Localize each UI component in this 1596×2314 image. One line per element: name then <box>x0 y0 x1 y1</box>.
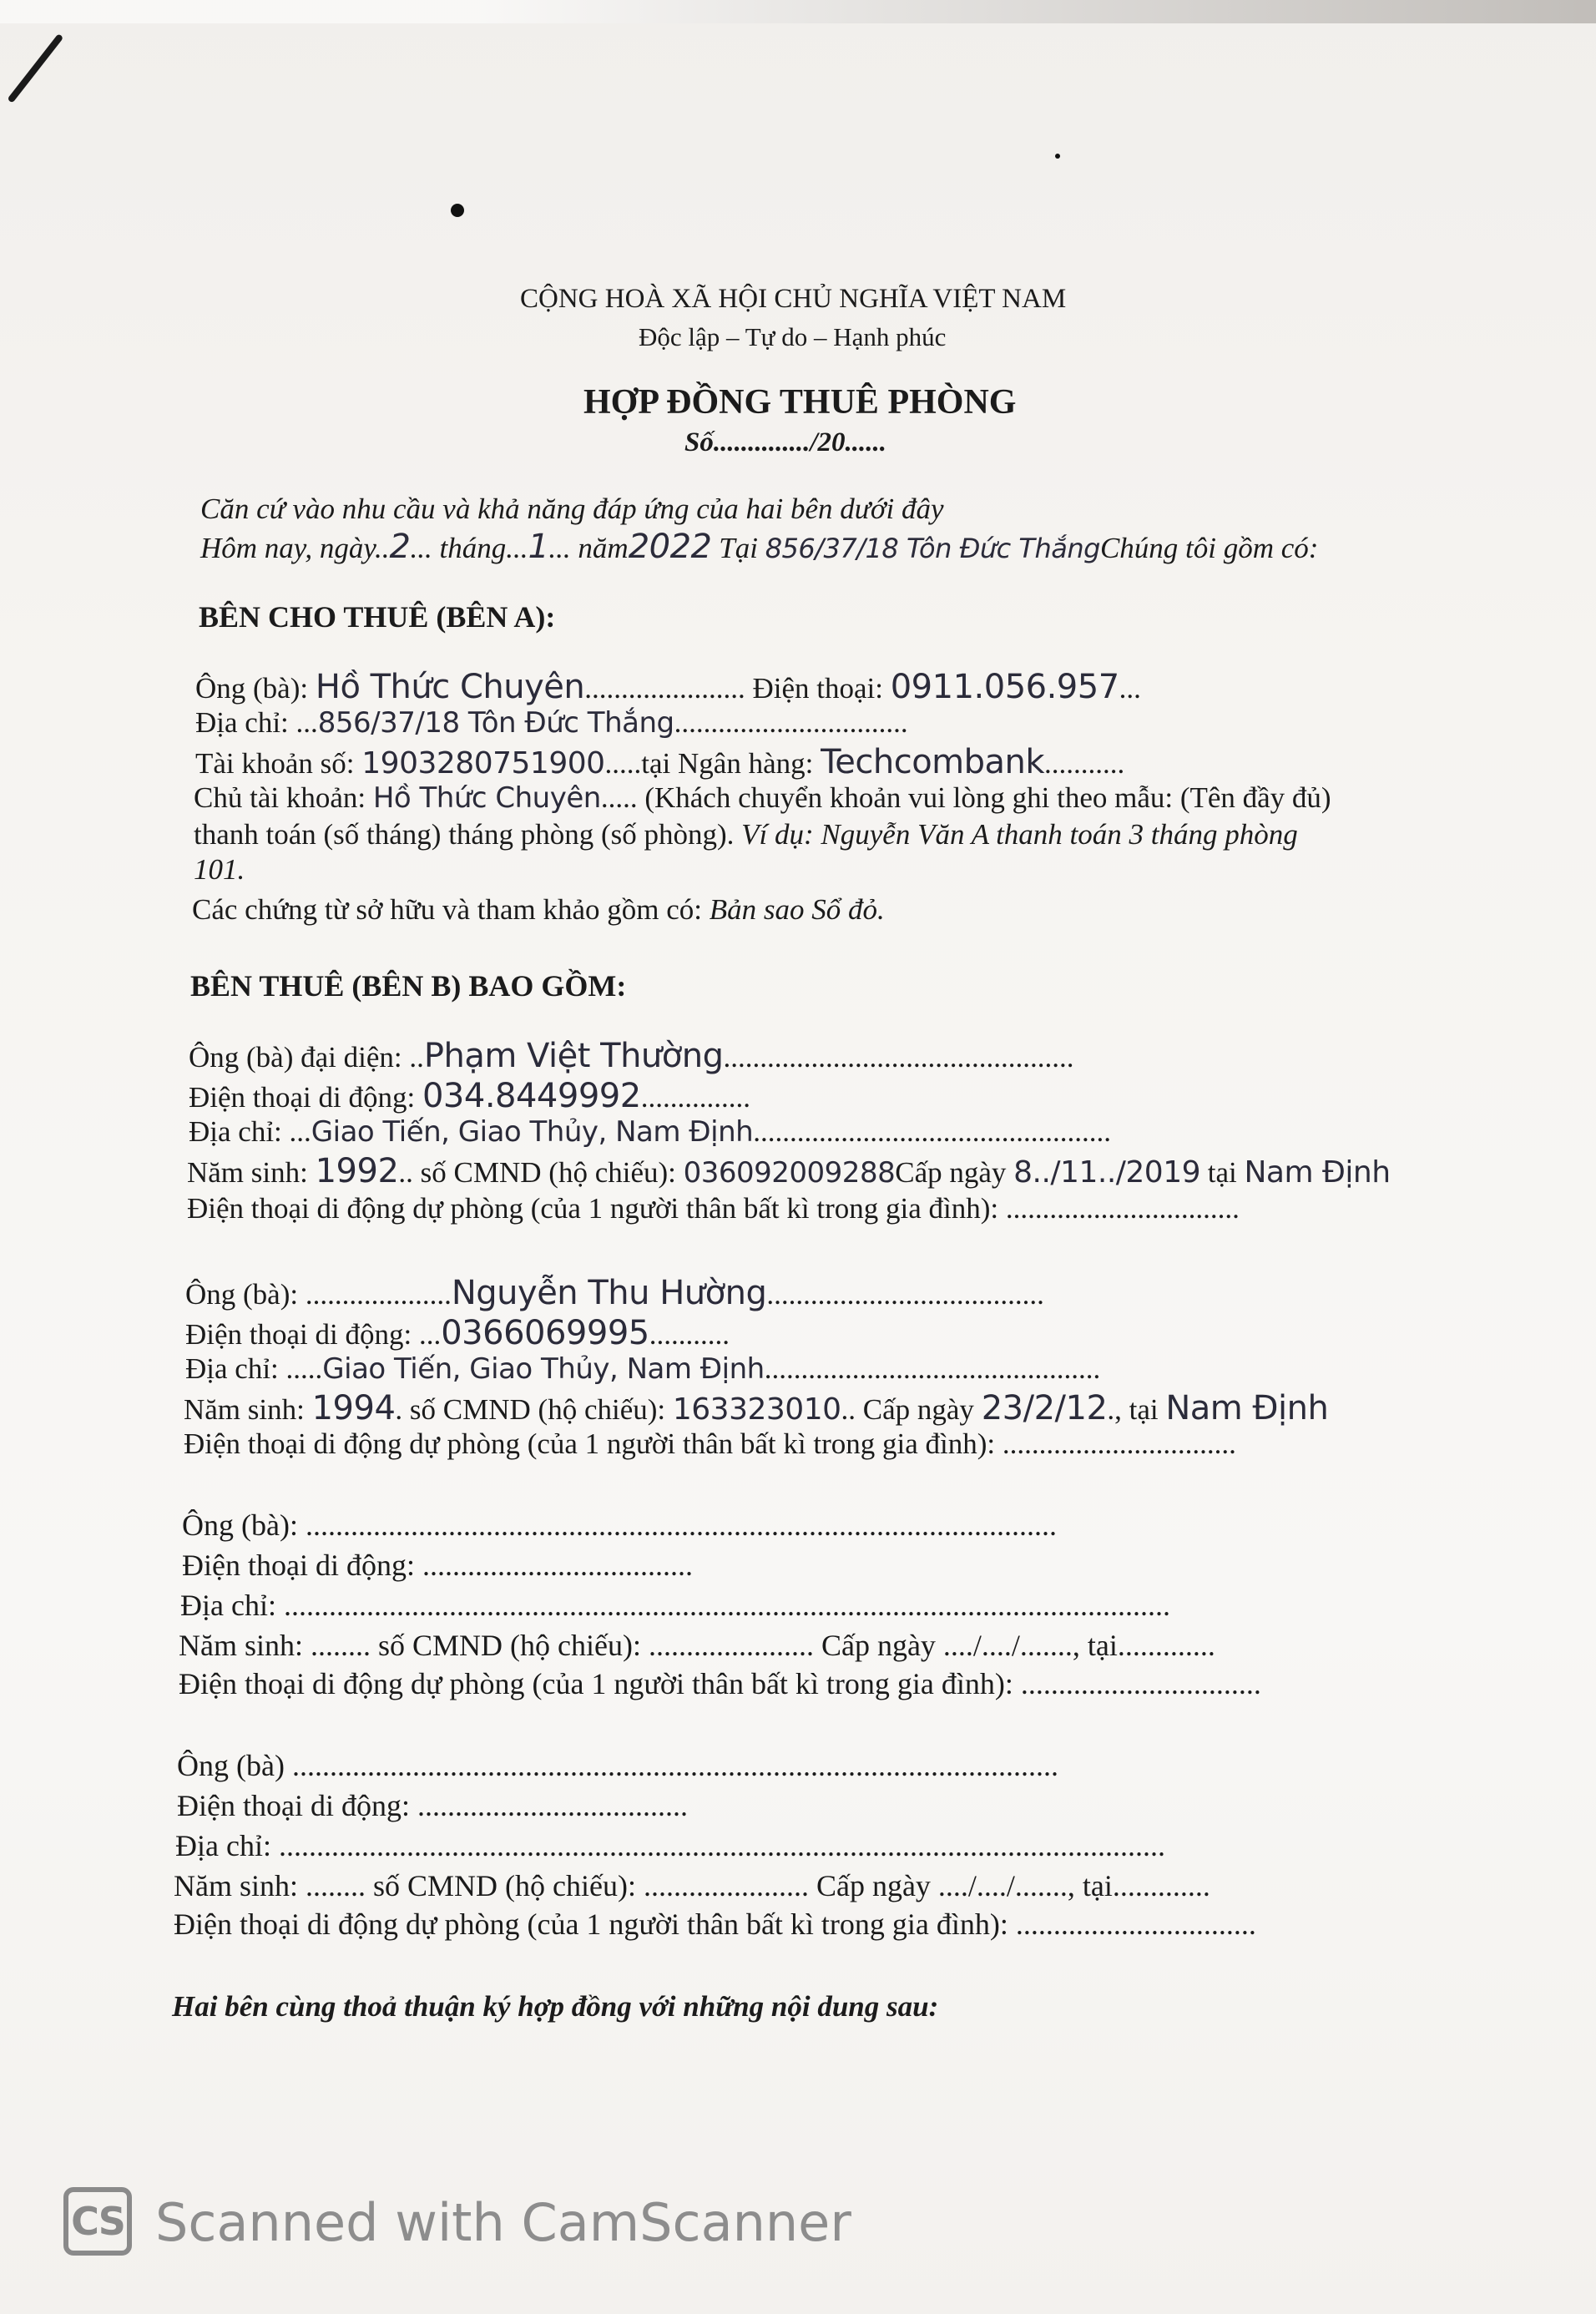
address-label: Địa chỉ: ... <box>195 706 318 739</box>
birth-label: Năm sinh: <box>184 1393 312 1426</box>
camscanner-watermark: Scanned with CamScanner <box>155 2192 851 2253</box>
mobile-label: Điện thoại di động: <box>189 1081 422 1114</box>
dots: ................................ <box>674 706 908 739</box>
dots: ................................................. <box>753 1115 1111 1148</box>
handwritten-tenant-name: Phạm Việt Thường <box>423 1037 724 1075</box>
handwritten-birth-year: 1992 <box>315 1152 399 1190</box>
person4-address: Địa chỉ: ...................................................................................................................... <box>175 1829 1165 1862</box>
intro-text-4: Tại <box>711 532 765 564</box>
pen-stroke-mark <box>7 33 63 104</box>
birth-label: Năm sinh: <box>187 1156 316 1189</box>
handwritten-tenant-mobile: 034.8449992 <box>422 1077 641 1115</box>
party-b-rep-line <box>189 1037 1074 1075</box>
contract-number: Số............../20...... <box>684 427 887 457</box>
address-label: Địa chỉ: ..... <box>185 1352 323 1385</box>
intro-text-3: ... năm <box>548 532 629 564</box>
handwritten-person2-name: Nguyễn Thu Hường <box>451 1274 767 1312</box>
handwritten-tenant-address: Giao Tiến, Giao Thủy, Nam Định <box>311 1115 754 1149</box>
dots: ........... <box>1044 747 1125 780</box>
dots: ........... <box>649 1318 730 1351</box>
issue-label: .. Cấp ngày <box>841 1393 982 1426</box>
handwritten-person2-address: Giao Tiến, Giao Thủy, Nam Định <box>322 1352 765 1386</box>
person4-mobile: Điện thoại di động: .................................... <box>177 1789 688 1822</box>
intro-line-2 <box>200 528 1318 566</box>
intro-line-1: Căn cứ vào nhu cầu và khả năng đáp ứng của hai bên dưới đây <box>200 493 944 525</box>
handwritten-person2-place: Nam Định <box>1165 1389 1329 1427</box>
dots: ...................................... <box>766 1278 1044 1311</box>
transfer-note-example: Ví dụ: Nguyễn Văn A thanh toán 3 tháng phòng <box>741 818 1298 851</box>
person3-address: Địa chỉ: ...................................................................................................................... <box>180 1589 1170 1622</box>
handwritten-month: 1 <box>528 528 549 566</box>
page-edge-shadow <box>0 0 1596 23</box>
country-heading: CỘNG HOÀ XÃ HỘI CHỦ NGHĨA VIỆT NAM <box>520 284 1067 314</box>
bank-label: .....tại Ngân hàng: <box>604 747 821 780</box>
handwritten-person2-birth: 1994 <box>311 1389 396 1427</box>
handwritten-landlord-address: 856/37/18 Tôn Đức Thắng <box>317 706 674 740</box>
person4-id: Năm sinh: ........ số CMND (hộ chiếu): ...................... Cấp ngày ..../..../......., tại............. <box>174 1869 1210 1902</box>
party-b-backup-phone: Điện thoại di động dự phòng (của 1 người thân bất kì trong gia đình): ................................ <box>187 1192 1240 1225</box>
party-b-id-line <box>187 1152 1391 1190</box>
id-label: . số CMND (hộ chiếu): <box>395 1393 673 1426</box>
handwritten-issue-date: 8../11../2019 <box>1013 1155 1201 1190</box>
party-b-heading: BÊN THUÊ (BÊN B) BAO GỒM: <box>190 969 627 1003</box>
person3-backup-phone: Điện thoại di động dự phòng (của 1 người thân bất kì trong gia đình): ................................ <box>179 1667 1261 1700</box>
handwritten-landlord-name: Hồ Thức Chuyên <box>315 668 585 706</box>
camscanner-logo-icon: CS <box>63 2187 132 2256</box>
intro-text-5: Chúng tôi gồm có: <box>1099 532 1319 564</box>
at-label: tại <box>1200 1156 1245 1189</box>
holder-label: Chủ tài khoản: <box>194 781 373 814</box>
handwritten-person2-mobile: 0366069995 <box>441 1314 649 1352</box>
handwritten-id-number: 036092009288 <box>683 1156 896 1190</box>
party-b-address-line <box>189 1115 1111 1149</box>
handwritten-person2-issue: 23/2/12 <box>981 1389 1108 1427</box>
handwritten-place: 856/37/18 Tôn Đức Thắng <box>765 533 1100 564</box>
handwritten-year: 2022 <box>628 528 712 566</box>
party-a-address-line <box>195 706 908 740</box>
party-a-holder-line <box>194 781 1331 815</box>
rep-label: Ông (bà) đại diện: .. <box>189 1041 424 1074</box>
at-label: ., tại <box>1107 1393 1166 1426</box>
person3-mobile: Điện thoại di động: .................................... <box>182 1549 693 1582</box>
handwritten-landlord-phone: 0911.056.957 <box>890 668 1119 706</box>
person3-id: Năm sinh: ........ số CMND (hộ chiếu): ...................... Cấp ngày ..../..../......., tại............. <box>179 1629 1215 1662</box>
person4-name: Ông (bà) ...................................................................................................... <box>177 1749 1058 1782</box>
issue-label: Cấp ngày <box>895 1156 1014 1189</box>
name-label: Ông (bà): <box>195 672 316 705</box>
handwritten-bank-name: Techcombank <box>821 743 1045 781</box>
transfer-note-line-3: 101. <box>194 853 245 886</box>
person2-id-line <box>184 1389 1328 1427</box>
ink-speck <box>1055 154 1060 159</box>
dots: ............... <box>640 1081 750 1114</box>
dots: ... <box>1119 672 1141 705</box>
handwritten-issue-place: Nam Định <box>1244 1155 1391 1190</box>
dots: ...................... <box>584 672 745 705</box>
phone-label: Điện thoại: <box>745 672 891 705</box>
party-a-heading: BÊN CHO THUÊ (BÊN A): <box>199 600 556 634</box>
intro-text-2: ... tháng... <box>410 532 528 564</box>
transfer-note-text: thanh toán (số tháng) tháng phòng (số phòng). <box>194 818 742 851</box>
transfer-note-line-2 <box>194 818 1298 851</box>
intro-text-1: Hôm nay, ngày.. <box>200 532 390 564</box>
mobile-label: Điện thoại di động: ... <box>185 1318 442 1351</box>
party-a-account-line <box>195 743 1124 781</box>
person2-mobile-line <box>185 1314 730 1352</box>
ownership-docs-line <box>192 893 885 927</box>
id-label: .. số CMND (hộ chiếu): <box>398 1156 684 1189</box>
person3-name: Ông (bà): .................................................................................................... <box>182 1508 1057 1542</box>
person2-name-line <box>185 1274 1044 1312</box>
person2-backup-phone: Điện thoại di động dự phòng (của 1 người thân bất kì trong gia đình): ................................ <box>184 1427 1236 1460</box>
handwritten-person2-id: 163323010 <box>672 1392 841 1427</box>
address-label: Địa chỉ: ... <box>189 1115 311 1148</box>
account-label: Tài khoản số: <box>195 747 362 780</box>
party-a-name-line <box>195 668 1141 706</box>
name-label: Ông (bà): .................... <box>185 1278 452 1311</box>
handwritten-account-number: 1903280751900 <box>361 746 605 781</box>
docs-label: Các chứng từ sở hữu và tham khảo gồm có: <box>192 893 710 926</box>
handwritten-day: 2 <box>389 528 411 566</box>
person4-backup-phone: Điện thoại di động dự phòng (của 1 người thân bất kì trong gia đình): ................................ <box>174 1907 1256 1941</box>
person2-address-line <box>185 1352 1100 1386</box>
dots: ................................................ <box>723 1041 1074 1074</box>
party-b-mobile-line <box>189 1077 750 1115</box>
docs-value: Bản sao Sổ đỏ. <box>709 893 885 926</box>
ink-speck <box>451 204 464 217</box>
motto: Độc lập – Tự do – Hạnh phúc <box>639 322 947 351</box>
dots: .............................................. <box>764 1352 1101 1385</box>
transfer-note: ..... (Khách chuyển khoản vui lòng ghi theo mẫu: (Tên đầy đủ) <box>600 781 1331 814</box>
document-title: HỢP ĐỒNG THUÊ PHÒNG <box>583 383 1017 422</box>
closing-statement: Hai bên cùng thoả thuận ký hợp đồng với những nội dung sau: <box>172 1990 939 2023</box>
handwritten-account-holder: Hồ Thức Chuyên <box>372 781 601 815</box>
